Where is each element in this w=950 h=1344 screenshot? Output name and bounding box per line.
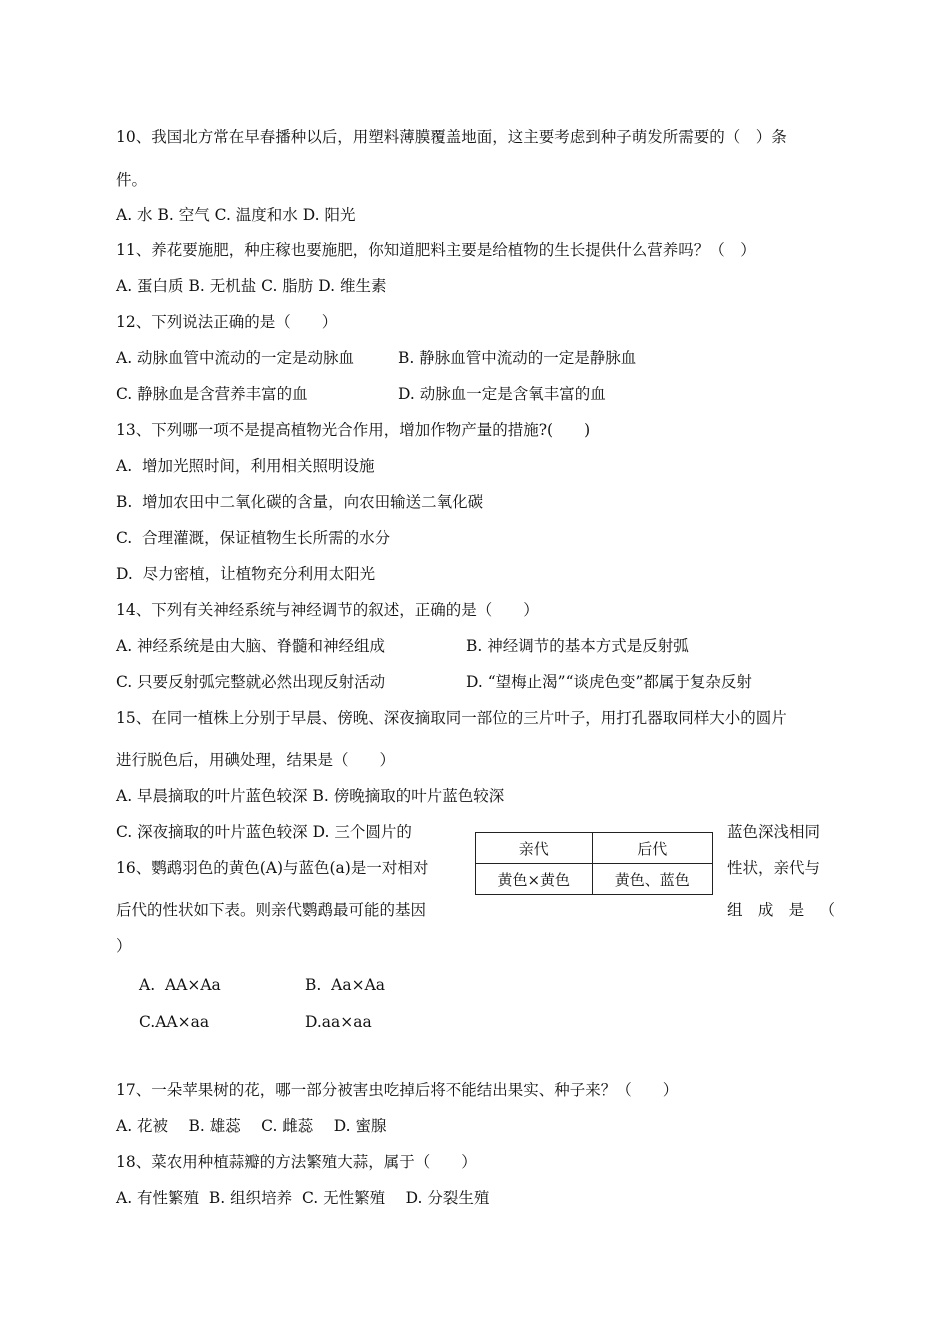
q16-option-b: B. Aa×Aa — [305, 976, 386, 994]
q14-option-c: C. 只要反射弧完整就必然出现反射活动 — [116, 673, 386, 691]
q15-options-ab: A. 早晨摘取的叶片蓝色较深 B. 傍晚摘取的叶片蓝色较深 — [116, 787, 505, 805]
q13-option-c: C. 合理灌溉，保证植物生长所需的水分 — [116, 529, 391, 547]
q14-option-b: B. 神经调节的基本方式是反射弧 — [466, 637, 689, 655]
q10-stem-line2: 件。 — [116, 171, 148, 189]
q16-stem-cont: ） — [116, 937, 132, 955]
q12-option-c: C. 静脉血是含营养丰富的血 — [116, 385, 308, 403]
table-header-row — [476, 833, 713, 864]
q13-option-a: A. 增加光照时间，利用相关照明设施 — [116, 457, 375, 475]
q16-stem-right2-char: 成 — [757, 901, 774, 919]
q16-stem-right1: 性状，亲代与 — [727, 859, 821, 877]
q17-options: A. 花被 B. 雄蕊 C. 雌蕊 D. 蜜腺 — [116, 1117, 387, 1135]
q12-option-b: B. 静脉血管中流动的一定是静脉血 — [398, 349, 637, 367]
q13-option-b: B. 增加农田中二氧化碳的含量，向农田输送二氧化碳 — [116, 493, 484, 511]
q18-options: A. 有性繁殖 B. 组织培养 C. 无性繁殖 D. 分裂生殖 — [116, 1189, 490, 1207]
q16-stem-right2-char: （ — [819, 901, 835, 919]
q13-stem: 13、下列哪一项不是提高植物光合作用，增加作物产量的措施?( ) — [116, 421, 591, 439]
q15-stem-line1: 15、在同一植株上分别于早晨、傍晚、深夜摘取同一部位的三片叶子，用打孔器取同样大小的圆片 — [116, 709, 787, 727]
q10-stem-line1: 10、我国北方常在早春播种以后，用塑料薄膜覆盖地面，这主要考虑到种子萌发所需要的（ ）条 — [116, 128, 787, 146]
q12-option-d: D. 动脉血一定是含氧丰富的血 — [398, 385, 606, 403]
q17-stem: 17、一朵苹果树的花，哪一部分被害虫吃掉后将不能结出果实、种子来？（ ） — [116, 1081, 679, 1099]
q14-stem: 14、下列有关神经系统与神经调节的叙述，正确的是（ ） — [116, 601, 539, 619]
table-cell: 黄色、蓝色 — [592, 864, 712, 895]
table-header-cell: 亲代 — [476, 833, 593, 864]
q16-stem-right2 — [727, 900, 835, 920]
table-header-cell: 后代 — [592, 833, 712, 864]
q15-stem-line2: 进行脱色后，用碘处理，结果是（ ） — [116, 751, 396, 769]
q16-option-c: C.AA×aa — [139, 1013, 210, 1031]
q12-stem: 12、下列说法正确的是（ ） — [116, 313, 338, 331]
q13-option-d: D. 尽力密植，让植物充分利用太阳光 — [116, 565, 376, 583]
q14-option-d: D. “望梅止渴”“谈虎色变”都属于复杂反射 — [466, 673, 752, 691]
table-cell: 黄色×黄色 — [476, 864, 593, 895]
q14-option-a: A. 神经系统是由大脑、脊髓和神经组成 — [116, 637, 386, 655]
q12-option-a: A. 动脉血管中流动的一定是动脉血 — [116, 349, 355, 367]
q16-option-a: A. AA×Aa — [139, 976, 221, 994]
q16-stem-left1: 16、鹦鹉羽色的黄色(A)与蓝色(a)是一对相对 — [116, 859, 429, 877]
q11-stem: 11、养花要施肥，种庄稼也要施肥，你知道肥料主要是给植物的生长提供什么营养吗？（ ） — [116, 241, 756, 259]
table-row — [476, 864, 713, 895]
q10-options: A. 水 B. 空气 C. 温度和水 D. 阳光 — [116, 206, 356, 224]
q16-option-d: D.aa×aa — [305, 1013, 372, 1031]
q15-options-cd-right: 蓝色深浅相同 — [727, 823, 821, 841]
q11-options: A. 蛋白质 B. 无机盐 C. 脂肪 D. 维生素 — [116, 277, 387, 295]
q18-stem: 18、菜农用种植蒜瓣的方法繁殖大蒜，属于（ ） — [116, 1153, 477, 1171]
q15-options-cd-left: C. 深夜摘取的叶片蓝色较深 D. 三个圆片的 — [116, 823, 412, 841]
q16-stem-right2-char: 是 — [788, 901, 805, 919]
q16-stem-right2-char: 组 — [727, 901, 743, 919]
q16-stem-left2: 后代的性状如下表。则亲代鹦鹉最可能的基因 — [116, 901, 427, 919]
genotype-table — [475, 832, 713, 895]
